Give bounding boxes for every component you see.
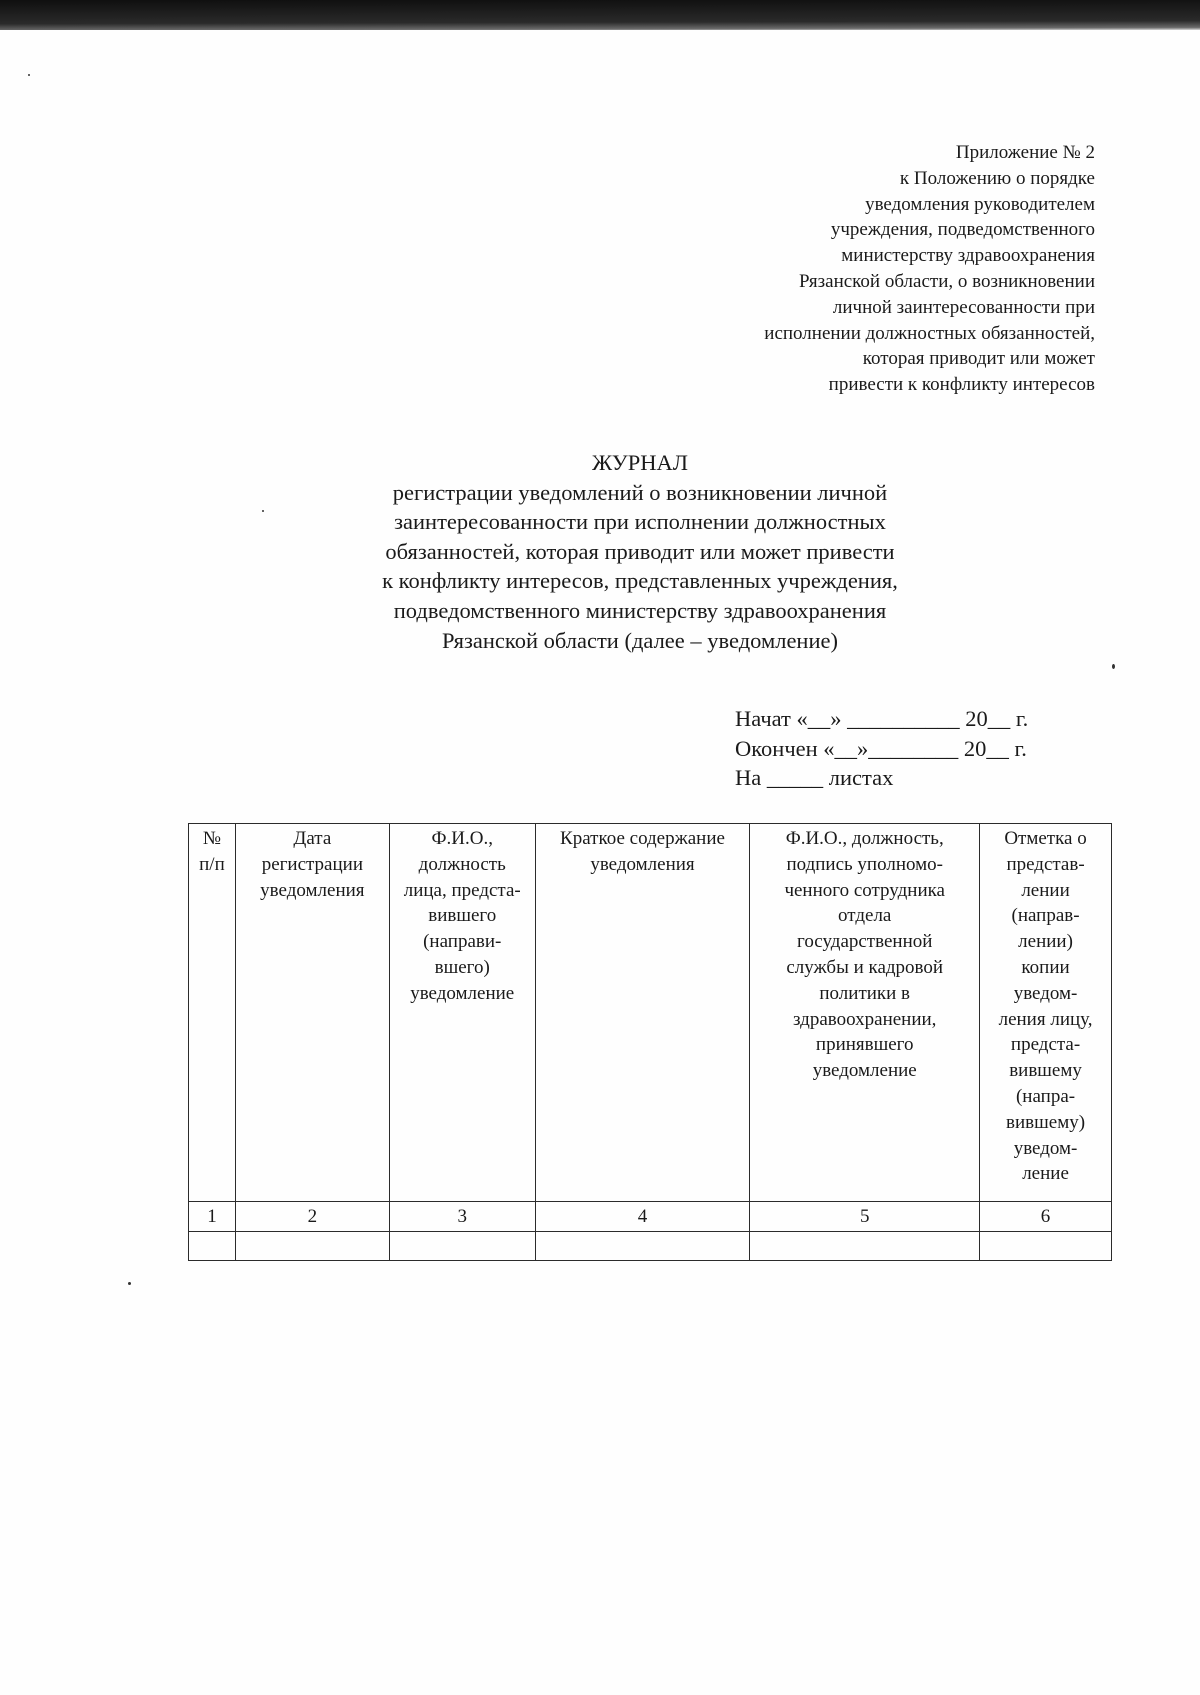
empty-cell [235,1232,389,1261]
appendix-line: исполнении должностных обязанностей, [764,322,1095,344]
title-line: регистрации уведомлений о возникновении личной [392,479,888,505]
appendix-line: привести к конфликту интересов [828,374,1095,396]
header-cell [389,824,535,1202]
header-cell [535,824,750,1202]
header-summary: Краткое содержание уведомления [560,828,725,875]
empty-cell [980,1232,1112,1261]
sheets-count: На _____ листах [735,765,894,790]
header-receiver: Ф.И.О., должность, подпись уполномо- ченного сотрудника отдела государственной службы и кадровой политики в здравоохранении, принявшего уведомление [784,828,945,1082]
header-submitter: Ф.И.О., должность лица, предста- вившего (направи- вшего) уведомление [403,828,521,1004]
title-line: Рязанской области (далее – уведомление) [442,627,838,653]
appendix-line: Рязанской области, о возникновении [799,270,1095,292]
header-number: № п/п [199,828,225,875]
ended-date: Окончен «__»________ 20__ г. [735,735,1027,761]
appendix-line: личной заинтересованности при [832,296,1095,318]
empty-cell [389,1232,535,1261]
scan-speck [262,510,264,512]
title-line: заинтересованности при исполнении должностных [394,509,886,535]
header-cell [189,824,236,1202]
appendix-block [764,140,1095,398]
column-number: 5 [750,1202,980,1232]
table-header-row [189,824,1112,1202]
journal-dates [735,704,1028,793]
appendix-line: уведомления руководителем [865,193,1095,215]
column-number: 1 [189,1202,236,1232]
scan-dark-edge [0,0,1200,34]
registration-table [188,823,1112,1261]
appendix-line: учреждения, подведомственного [830,219,1095,241]
empty-cell [535,1232,750,1261]
title-line: подведомственного министерству здравоохранения [393,597,887,623]
table-row [189,1232,1112,1261]
appendix-line: министерству здравоохранения [841,245,1095,267]
started-date: Начат «__» __________ 20__ г. [735,706,1029,731]
scan-speck [28,74,30,76]
header-copy-mark: Отметка о представ- лении (направ- лении) копии уведом- ления лицу, предста- вившему (напра- вившему) уведом- ление [998,828,1093,1185]
header-date: Дата регистрации уведомления [260,828,365,901]
empty-cell [750,1232,980,1261]
header-cell [980,824,1112,1202]
appendix-line: Приложение № 2 [955,142,1095,163]
title-line: к конфликту интересов, представленных учреждения, [382,568,898,594]
header-cell [750,824,980,1202]
journal-title [280,448,1000,655]
scan-speck [128,1282,131,1285]
column-number: 2 [235,1202,389,1232]
scan-speck [1112,664,1115,669]
title-line: обязанностей, которая приводит или может привести [385,538,895,564]
appendix-line: к Положению о порядке [899,167,1095,189]
journal-heading: ЖУРНАЛ [591,450,689,475]
column-number: 4 [535,1202,750,1232]
column-number: 3 [389,1202,535,1232]
table-numbering-row [189,1202,1112,1232]
column-number: 6 [980,1202,1112,1232]
empty-cell [189,1232,236,1261]
header-cell [235,824,389,1202]
appendix-line: которая приводит или может [862,348,1095,370]
